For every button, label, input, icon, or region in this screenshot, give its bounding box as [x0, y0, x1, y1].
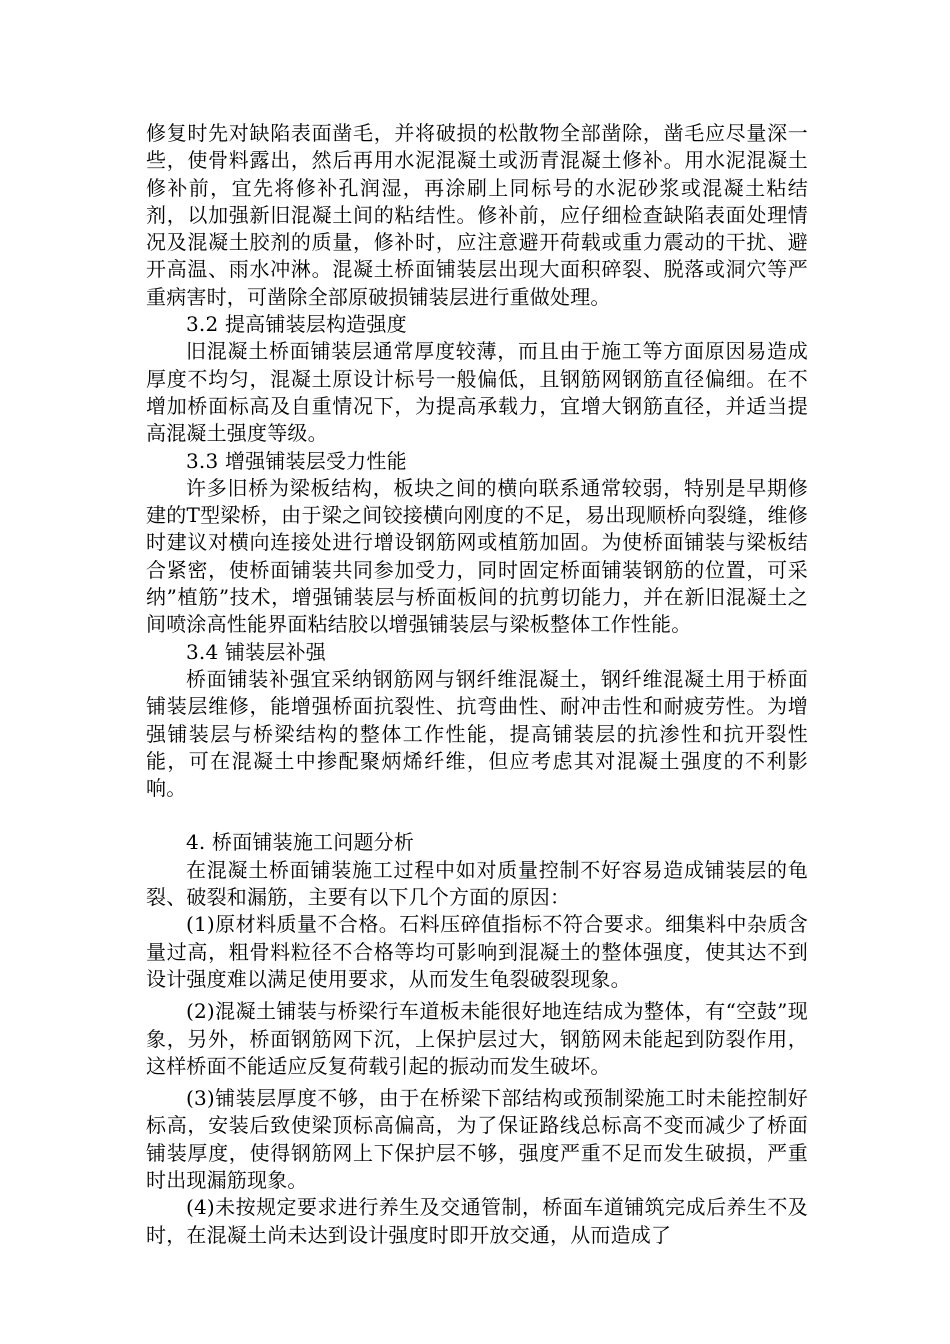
heading-4: 4. 桥面铺装施工问题分析	[186, 830, 415, 855]
heading-3-2: 3.2 提高铺装层构造强度	[186, 312, 407, 337]
list-item-1: (1)原材料质量不合格。石料压碎值指标不符合要求。细集料中杂质含量过高，粗骨料粒径不合格等均可影响到混凝土的整体强度，使其达不到设计强度难以满足使用要求，从而发生龟裂破裂现象。	[146, 912, 808, 991]
document-body	[146, 120, 808, 1249]
section-spacer	[146, 802, 808, 829]
list-item-2: (2)混凝土铺装与桥梁行车道板未能很好地连结成为整体，有“空鼓”现象，另外，桥面钢筋网下沉，上保护层过大，钢筋网未能起到防裂作用，这样桥面不能适应反复荷载引起的振动而发生破坏。	[146, 999, 808, 1078]
list-item-3: (3)铺装层厚度不够，由于在桥梁下部结构或预制梁施工时未能控制好标高，安装后致使梁顶标高偏高，为了保证路线总标高不变而减少了桥面铺装厚度，使得钢筋网上下保护层不够，强度严重不足而发生破损，严重时出现漏筋现象。	[146, 1086, 808, 1192]
heading-3-3: 3.3 增强铺装层受力性能	[186, 448, 407, 473]
heading-3-4: 3.4 铺装层补强	[186, 639, 326, 664]
paragraph-repair: 修复时先对缺陷表面凿毛，并将破损的松散物全部凿除，凿毛应尽量深一些，使骨料露出，然后再用水泥混凝土或沥青混凝土修补。用水泥混凝土修补前，宜先将修补孔润湿，再涂刷上同标号的水泥砂浆或混凝土粘结剂，以加强新旧混凝土间的粘结性。修补前，应仔细检查缺陷表面处理情况及混凝土胶剂的质量，修补时，应注意避开荷载或重力震动的干扰、避开高温、雨水冲淋。混凝土桥面铺装层出现大面积碎裂、脱落或洞穴等严重病害时，可凿除全部原破损铺装层进行重做处理。	[146, 121, 808, 309]
paragraph-4-intro: 在混凝土桥面铺装施工过程中如对质量控制不好容易造成铺装层的龟裂、破裂和漏筋，主要有以下几个方面的原因：	[146, 857, 808, 910]
paragraph-3-3: 许多旧桥为梁板结构，板块之间的横向联系通常较弱，特别是早期修建的T型梁桥，由于梁之间铰接横向刚度的不足，易出现顺桥向裂缝，维修时建议对横向连接处进行增设钢筋网或植筋加固。为使桥面铺装与梁板结合紧密，使桥面铺装共同参加受力，同时固定桥面铺装钢筋的位置，可采纳”植筋”技术，增强铺装层与桥面板间的抗剪切能力，并在新旧混凝土之间喷涂高性能界面粘结胶以增强铺装层与梁板整体工作性能。	[146, 475, 808, 637]
list-item-4: (4)未按规定要求进行养生及交通管制，桥面车道铺筑完成后养生不及时，在混凝土尚未达到设计强度时即开放交通，从而造成了	[146, 1195, 808, 1247]
paragraph-3-2: 旧混凝土桥面铺装层通常厚度较薄，而且由于施工等方面原因易造成厚度不均匀，混凝土原设计标号一般偏低，且钢筋网钢筋直径偏细。在不增加桥面标高及自重情况下，为提高承载力，宜增大钢筋直径，并适当提高混凝土强度等级。	[146, 339, 808, 446]
paragraph-3-4: 桥面铺装补强宜采纳钢筋网与钢纤维混凝土，钢纤维混凝土用于桥面铺装层维修，能增强桥面抗裂性、抗弯曲性、耐冲击性和耐疲劳性。为增强铺装层与桥梁结构的整体工作性能，提高铺装层的抗渗性和抗开裂性能，可在混凝土中掺配聚炳烯纤维，但应考虑其对混凝土强度的不利影响。	[146, 666, 808, 801]
